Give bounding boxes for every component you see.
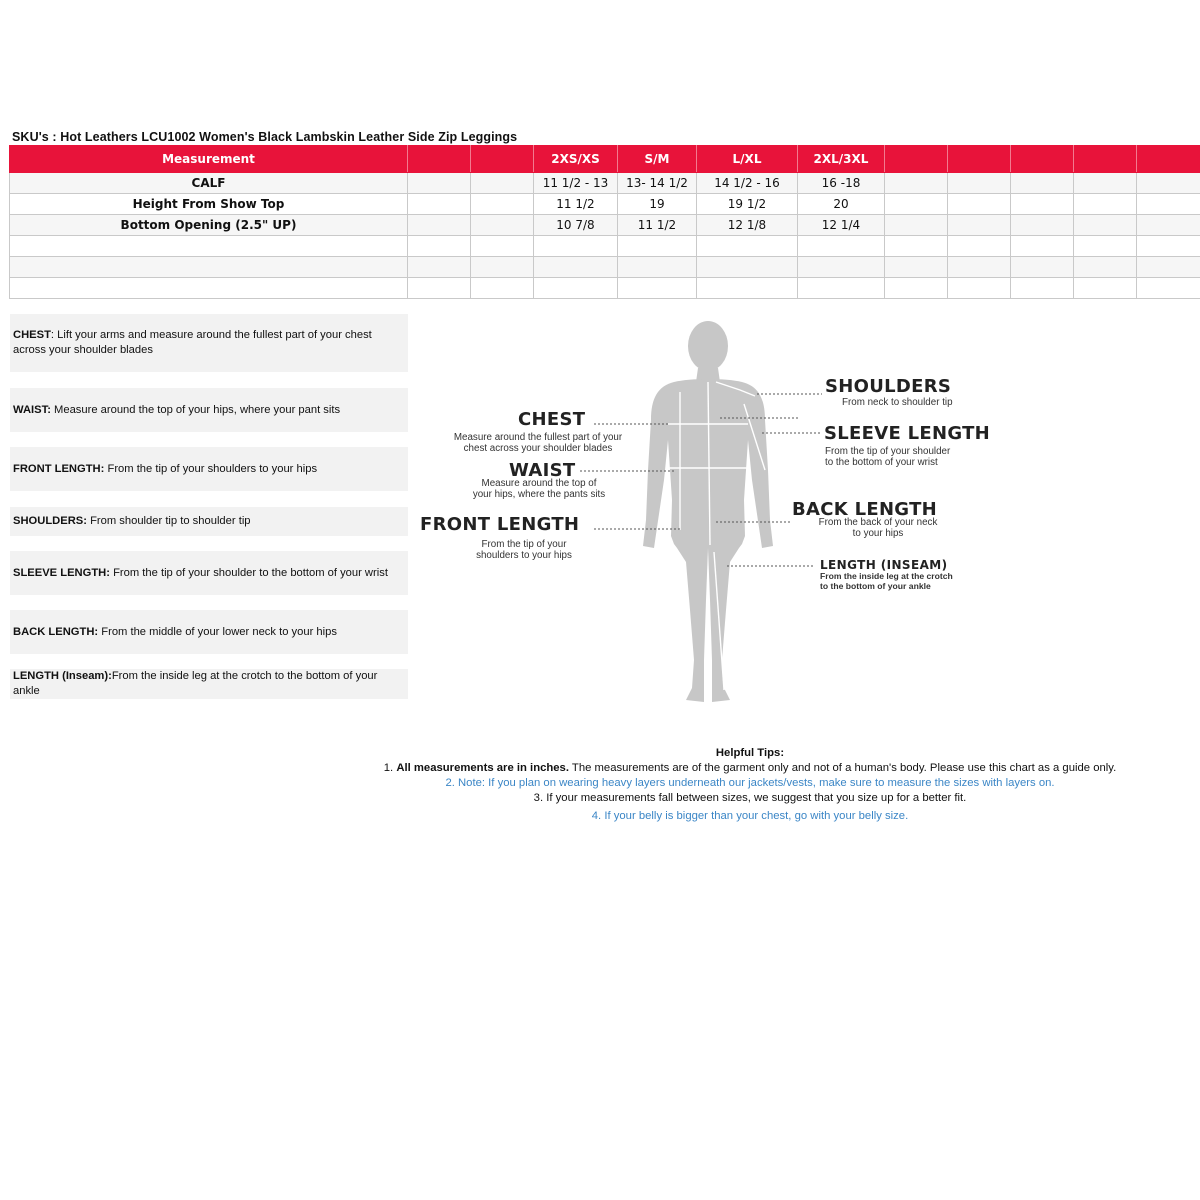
tip-3: 3. If your measurements fall between sizes, we suggest that you size up for a better fit.: [533, 792, 967, 804]
human-silhouette: [643, 321, 773, 702]
shoulders-label: SHOULDERS: [825, 376, 952, 397]
table-cell: CALF: [10, 173, 408, 194]
table-cell: Height From Show Top: [10, 194, 408, 215]
table-cell: S/M: [618, 146, 697, 173]
table-cell: L/XL: [697, 146, 798, 173]
table-cell: 19 1/2: [697, 194, 798, 215]
guide-separator: :: [94, 625, 99, 638]
guide-separator: :: [47, 403, 51, 416]
table-cell: 2XL/3XL: [798, 146, 885, 173]
guide-text: From the tip of your shoulder to the bottom of your wrist: [109, 566, 388, 579]
helpful-tips-title: Helpful Tips:: [715, 747, 785, 759]
guide-text: From shoulder tip to shoulder tip: [86, 515, 251, 527]
table-cell: 20: [798, 194, 885, 215]
front-length-label: FRONT LENGTH: [420, 514, 580, 535]
table-cell: 11 1/2: [618, 215, 697, 236]
guide-term: SHOULDERS: [13, 515, 84, 527]
tip-1: 1. All measurements are in inches. The measurements are of the garment only and not of a human's body. Please use this chart as a guide only.: [383, 762, 1117, 774]
table-cell: 10 7/8: [534, 215, 618, 236]
chest-label: CHEST: [518, 409, 586, 430]
table-cell: 12 1/4: [798, 215, 885, 236]
guide-text: From the tip of your shoulders to your hips: [104, 462, 318, 475]
table-cell: Bottom Opening (2.5" UP): [10, 215, 408, 236]
guide-separator: :: [106, 566, 110, 579]
guide-text: Lift your arms and measure around the fullest part of your chest across your shoulder blades: [13, 329, 372, 356]
waist-description: Measure around the top of your hips, where the pants sits: [472, 478, 606, 500]
guide-text: Measure around the top of your hips, where your pant sits: [50, 403, 341, 416]
back-length-description: From the back of your neck to your hips: [818, 517, 938, 539]
table-cell: 2XS/XS: [534, 146, 618, 173]
guide-separator: :: [100, 462, 105, 475]
inseam-label: LENGTH (INSEAM): [820, 558, 948, 572]
guide-separator: :: [50, 329, 55, 341]
guide-term: BACK LENGTH: [13, 625, 95, 638]
guide-separator: :: [108, 670, 112, 682]
table-cell: 13- 14 1/2: [618, 173, 697, 194]
table-cell: 12 1/8: [697, 215, 798, 236]
guide-text: From the middle of your lower neck to your hips: [98, 625, 337, 638]
guide-term: WAIST: [13, 403, 48, 416]
table-cell: 11 1/2: [534, 194, 618, 215]
guide-term: CHEST: [13, 329, 51, 341]
front-length-description: From the tip of your shoulders to your hips: [476, 539, 572, 561]
table-cell: 11 1/2 - 13: [534, 173, 618, 194]
guide-term: FRONT LENGTH: [13, 462, 101, 475]
helpful-tips: [300, 746, 1200, 824]
guide-term: LENGTH (Inseam): [13, 670, 109, 682]
sleeve-length-label: SLEEVE LENGTH: [824, 423, 991, 444]
shoulders-description: From neck to shoulder tip: [842, 397, 953, 408]
guide-term: SLEEVE LENGTH: [13, 566, 107, 579]
sleeve-length-description: From the tip of your shoulder to the bottom of your wrist: [825, 446, 951, 468]
tip-4: 4. If your belly is bigger than your chest, go with your belly size.: [591, 810, 909, 822]
guide-text: From the inside leg at the crotch to the bottom of your ankle: [13, 670, 378, 697]
back-length-label: BACK LENGTH: [792, 499, 938, 520]
table-cell: 14 1/2 - 16: [697, 173, 798, 194]
tip-2: 2. Note: If you plan on wearing heavy layers underneath our jackets/vests, make sure to measure the sizes with layers on.: [445, 777, 1055, 789]
table-cell: Measurement: [10, 146, 408, 173]
sku-title: SKU's : Hot Leathers LCU1002 Women's Black Lambskin Leather Side Zip Leggings: [12, 130, 518, 144]
table-cell: 16 -18: [798, 173, 885, 194]
guide-separator: :: [83, 515, 87, 527]
chest-description: Measure around the fullest part of your chest across your shoulder blades: [453, 432, 623, 454]
inseam-description: From the inside leg at the crotch to the bottom of your ankle: [820, 571, 953, 591]
table-cell: 19: [618, 194, 697, 215]
waist-label: WAIST: [509, 460, 576, 481]
